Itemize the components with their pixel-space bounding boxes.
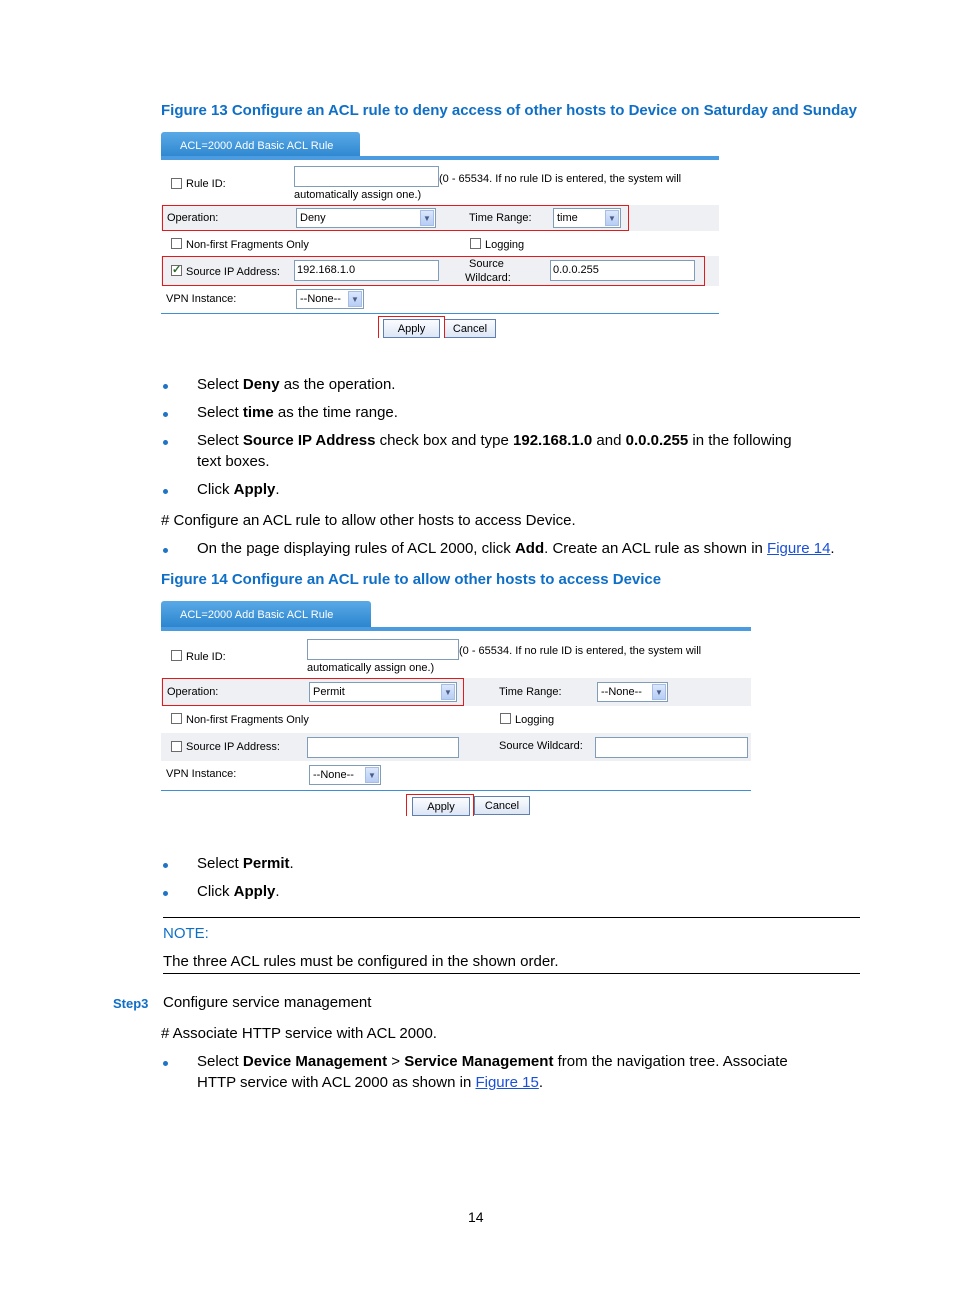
- tab-add-basic-acl-rule[interactable]: ACL=2000 Add Basic ACL Rule: [161, 601, 371, 627]
- rule-id-hint-2: automatically assign one.): [294, 189, 422, 201]
- source-ip-input[interactable]: [307, 737, 459, 758]
- rule-id-hint: (0 - 65534. If no rule ID is entered, the system will: [459, 645, 702, 657]
- bullet: [163, 489, 168, 494]
- source-ip-label: Source IP Address:: [186, 266, 280, 278]
- highlight-operation: [162, 678, 464, 706]
- comment-http: # Associate HTTP service with ACL 2000.: [161, 1025, 437, 1042]
- cancel-button[interactable]: Cancel: [444, 319, 496, 338]
- tab-underline: [161, 627, 751, 631]
- bullet: [163, 412, 168, 417]
- rule-id-checkbox[interactable]: [171, 650, 182, 661]
- comment-allow: # Configure an ACL rule to allow other hosts to access Device.: [161, 512, 576, 529]
- rule-id-label: Rule ID:: [186, 178, 226, 190]
- bullet: [163, 548, 168, 553]
- non-first-fragments-checkbox[interactable]: [171, 713, 182, 724]
- time-range-select-value: time: [557, 212, 578, 224]
- operation-label: Operation:: [167, 686, 219, 698]
- rule-id-checkbox[interactable]: [171, 178, 182, 189]
- step-apply-2: Click Apply.: [197, 883, 280, 900]
- note-top-rule: [163, 917, 860, 918]
- step-service-mgmt-line2: HTTP service with ACL 2000 as shown in Figure 15.: [197, 1074, 544, 1091]
- step-apply: Click Apply.: [197, 481, 280, 498]
- rule-id-label: Rule ID:: [186, 651, 226, 663]
- cancel-button[interactable]: Cancel: [474, 796, 530, 815]
- rule-id-hint: (0 - 65534. If no rule ID is entered, the system will: [439, 173, 682, 185]
- highlight-apply: [378, 316, 445, 338]
- rule-id-input[interactable]: [294, 166, 439, 187]
- step-add: On the page displaying rules of ACL 2000, click Add. Create an ACL rule as shown in Figure 14.: [197, 540, 835, 557]
- source-ip-label: Source IP Address:: [186, 741, 280, 753]
- chevron-down-icon: ▼: [652, 684, 666, 700]
- vpn-instance-select[interactable]: [309, 765, 381, 785]
- note-title: NOTE:: [163, 925, 209, 942]
- source-wildcard-label: Source Wildcard:: [499, 740, 583, 752]
- logging-checkbox[interactable]: [500, 713, 511, 724]
- step-source-ip: Select Source IP Address check box and type 192.168.1.0 and 0.0.0.255 in the following: [197, 432, 792, 449]
- vpn-instance-select[interactable]: [296, 289, 364, 309]
- highlight-operation-time: [162, 205, 629, 231]
- non-first-fragments-checkbox[interactable]: [171, 238, 182, 249]
- step-permit: Select Permit.: [197, 855, 294, 872]
- chevron-down-icon: ▼: [420, 210, 434, 226]
- source-wildcard-label-2: Wildcard:: [465, 272, 511, 284]
- chevron-down-icon: ▼: [605, 210, 619, 226]
- vpn-instance-label: VPN Instance:: [166, 293, 237, 305]
- non-first-fragments-label: Non-first Fragments Only: [186, 239, 309, 251]
- operation-select-value: Deny: [300, 212, 326, 224]
- time-range-select-value: --None--: [601, 686, 642, 698]
- time-range-label: Time Range:: [499, 686, 562, 698]
- step3-text: Configure service management: [163, 994, 372, 1011]
- bullet: [163, 1061, 168, 1066]
- vpn-instance-label: VPN Instance:: [166, 768, 237, 780]
- logging-checkbox[interactable]: [470, 238, 481, 249]
- divider: [161, 313, 719, 314]
- apply-button[interactable]: Apply: [412, 797, 470, 816]
- source-wildcard-label: Source: [469, 258, 504, 270]
- apply-button[interactable]: Apply: [383, 319, 440, 338]
- step-source-ip-line2: text boxes.: [197, 453, 270, 470]
- step-deny: Select Deny as the operation.: [197, 376, 396, 393]
- vpn-instance-value: --None--: [300, 293, 341, 305]
- figure-14-caption: Figure 14 Configure an ACL rule to allow other hosts to access Device: [161, 571, 662, 588]
- non-first-fragments-label: Non-first Fragments Only: [186, 714, 309, 726]
- rule-id-hint-2: automatically assign one.): [307, 662, 435, 674]
- chevron-down-icon: ▼: [441, 684, 455, 700]
- source-ip-checkbox[interactable]: [171, 741, 182, 752]
- figure-13-caption: Figure 13 Configure an ACL rule to deny access of other hosts to Device on Saturday and Sunday: [161, 102, 857, 119]
- source-wildcard-input[interactable]: 0.0.0.255: [550, 260, 695, 281]
- bullet: [163, 863, 168, 868]
- time-range-select[interactable]: [597, 682, 668, 702]
- bullet: [163, 384, 168, 389]
- note-bottom-rule: [163, 973, 860, 974]
- tab-add-basic-acl-rule[interactable]: ACL=2000 Add Basic ACL Rule: [161, 132, 360, 158]
- step-time: Select time as the time range.: [197, 404, 398, 421]
- chevron-down-icon: ▼: [348, 291, 362, 307]
- operation-select-value: Permit: [313, 686, 345, 698]
- step-service-mgmt: Select Device Management > Service Management from the navigation tree. Associate: [197, 1053, 788, 1070]
- step3-label: Step3: [113, 996, 149, 1011]
- operation-label: Operation:: [167, 212, 219, 224]
- highlight-apply: [406, 794, 474, 816]
- rule-id-input[interactable]: [307, 639, 459, 660]
- note-text: The three ACL rules must be configured in the shown order.: [163, 953, 559, 970]
- figure-15-link[interactable]: Figure 15: [475, 1074, 539, 1091]
- source-wildcard-input[interactable]: [595, 737, 748, 758]
- chevron-down-icon: ▼: [365, 767, 379, 783]
- page-number: 14: [468, 1209, 484, 1225]
- bullet: [163, 891, 168, 896]
- highlight-source-ip: [162, 256, 705, 286]
- vpn-instance-value: --None--: [313, 769, 354, 781]
- logging-label: Logging: [515, 714, 555, 726]
- time-range-label: Time Range:: [469, 212, 532, 224]
- tab-underline: [161, 156, 719, 160]
- figure-14-link[interactable]: Figure 14: [767, 540, 831, 557]
- logging-label: Logging: [485, 239, 525, 251]
- divider: [161, 790, 751, 791]
- bullet: [163, 440, 168, 445]
- source-ip-input[interactable]: 192.168.1.0: [294, 260, 439, 281]
